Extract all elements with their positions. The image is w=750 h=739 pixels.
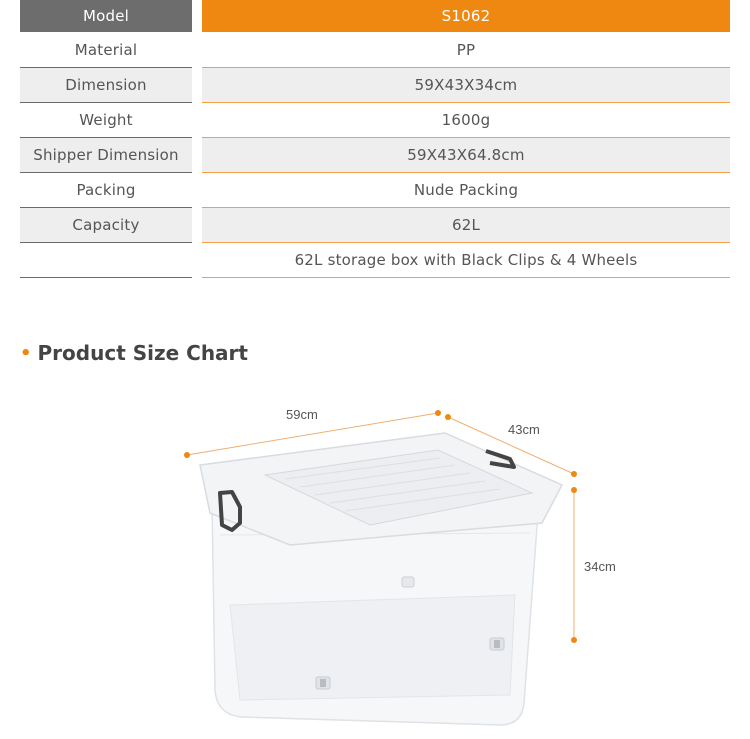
- spec-label: Weight: [20, 103, 192, 138]
- spec-label: Shipper Dimension: [20, 138, 192, 173]
- height-label: 34cm: [584, 559, 616, 574]
- spec-label: Packing: [20, 173, 192, 208]
- spec-row-dimension: [20, 68, 730, 103]
- section-title-text: Product Size Chart: [37, 341, 248, 365]
- spec-row-material: [20, 33, 730, 68]
- spec-label: Model: [20, 0, 192, 33]
- spec-label: Material: [20, 33, 192, 68]
- spec-value: S1062: [202, 0, 730, 33]
- spec-row-description: [20, 243, 730, 278]
- spec-label: [20, 243, 192, 278]
- spec-value: PP: [202, 33, 730, 68]
- spec-value: 59X43X64.8cm: [202, 138, 730, 173]
- spec-row-shipper-dimension: [20, 138, 730, 173]
- size-chart: [170, 395, 640, 735]
- spec-row-capacity: [20, 208, 730, 243]
- spec-row-model: [20, 0, 730, 33]
- spec-row-packing: [20, 173, 730, 208]
- spec-table: [20, 0, 730, 278]
- length-label: 59cm: [286, 407, 318, 422]
- spec-value: 59X43X34cm: [202, 68, 730, 103]
- section-title: [20, 341, 248, 365]
- bullet-icon: •: [20, 342, 32, 364]
- width-label: 43cm: [508, 422, 540, 437]
- spec-value: 62L: [202, 208, 730, 243]
- storage-box-illustration: [170, 395, 640, 735]
- spec-value: 1600g: [202, 103, 730, 138]
- spec-value: Nude Packing: [202, 173, 730, 208]
- spec-row-weight: [20, 103, 730, 138]
- spec-value: 62L storage box with Black Clips & 4 Wheels: [202, 243, 730, 278]
- spec-label: Capacity: [20, 208, 192, 243]
- spec-label: Dimension: [20, 68, 192, 103]
